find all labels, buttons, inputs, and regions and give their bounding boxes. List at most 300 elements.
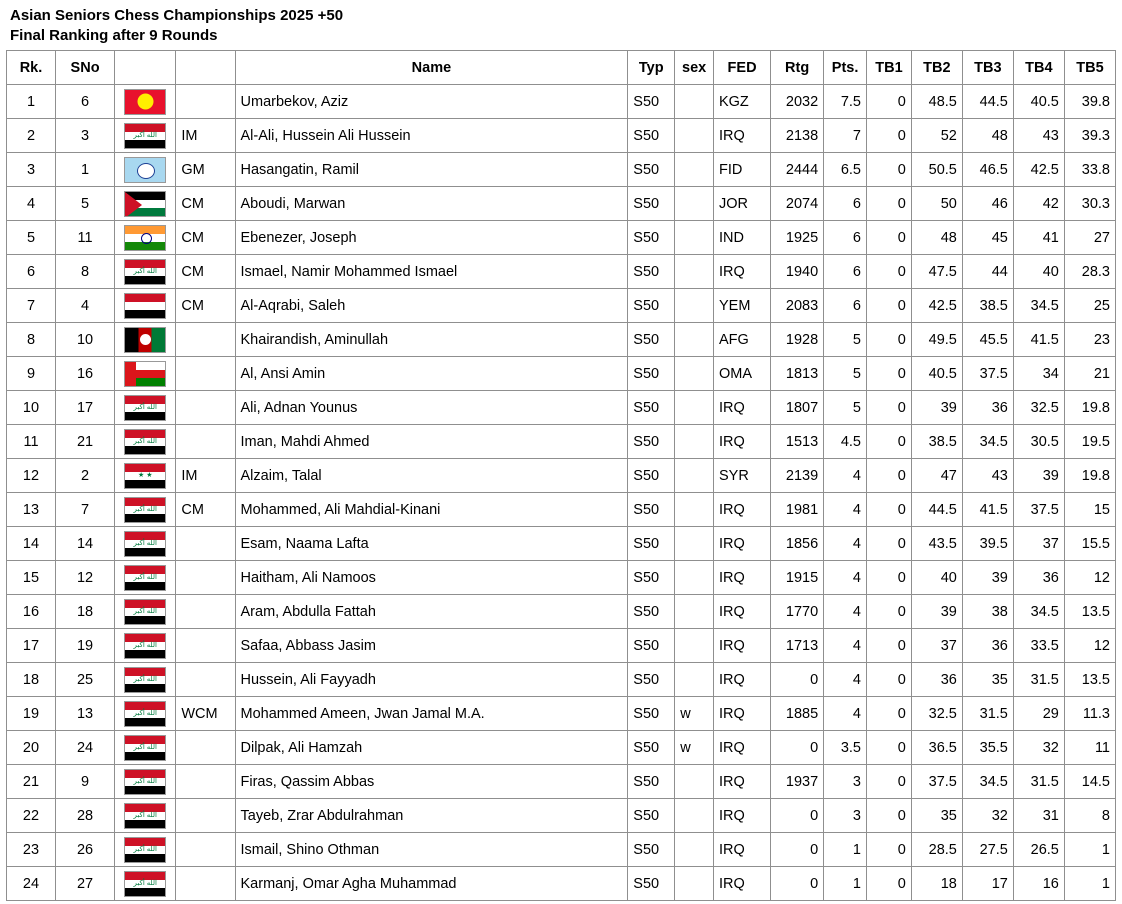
cell-name[interactable]: Al-Aqrabi, Saleh: [235, 289, 628, 323]
cell-tb4: 40.5: [1013, 85, 1064, 119]
cell-rank: 14: [7, 527, 56, 561]
cell-tb2: 44.5: [911, 493, 962, 527]
cell-rank: 23: [7, 833, 56, 867]
cell-tb3: 34.5: [962, 425, 1013, 459]
cell-rank: 11: [7, 425, 56, 459]
cell-tb1: 0: [867, 357, 912, 391]
federation-flag-icon: [115, 833, 176, 867]
table-row[interactable]: [7, 119, 1116, 153]
cell-typ: S50: [628, 799, 675, 833]
cell-rating: 1856: [771, 527, 824, 561]
cell-name[interactable]: Haitham, Ali Namoos: [235, 561, 628, 595]
cell-tb1: 0: [867, 833, 912, 867]
cell-tb4: 31.5: [1013, 765, 1064, 799]
cell-fed: FID: [713, 153, 770, 187]
cell-title: [176, 731, 235, 765]
cell-rating: 2138: [771, 119, 824, 153]
cell-tb1: 0: [867, 119, 912, 153]
cell-rating: 1925: [771, 221, 824, 255]
cell-tb3: 35: [962, 663, 1013, 697]
table-row[interactable]: [7, 561, 1116, 595]
column-header-rk[interactable]: Rk.: [7, 51, 56, 85]
cell-title: [176, 629, 235, 663]
cell-tb2: 39: [911, 595, 962, 629]
cell-rating: 1770: [771, 595, 824, 629]
cell-typ: S50: [628, 663, 675, 697]
cell-sex: [675, 663, 714, 697]
cell-title: [176, 765, 235, 799]
cell-tb3: 46: [962, 187, 1013, 221]
cell-tb4: 31.5: [1013, 663, 1064, 697]
cell-tb1: 0: [867, 187, 912, 221]
cell-points: 4: [824, 595, 867, 629]
cell-tb1: 0: [867, 493, 912, 527]
table-row[interactable]: [7, 289, 1116, 323]
cell-sno: 9: [55, 765, 114, 799]
cell-tb4: 29: [1013, 697, 1064, 731]
cell-tb3: 17: [962, 867, 1013, 901]
federation-flag-icon: [115, 187, 176, 221]
cell-name[interactable]: Esam, Naama Lafta: [235, 527, 628, 561]
cell-rank: 16: [7, 595, 56, 629]
cell-rating: 1813: [771, 357, 824, 391]
federation-flag-icon: [115, 595, 176, 629]
cell-points: 4: [824, 663, 867, 697]
cell-tb2: 40.5: [911, 357, 962, 391]
cell-tb5: 39.3: [1064, 119, 1115, 153]
cell-title: [176, 663, 235, 697]
cell-rating: 1981: [771, 493, 824, 527]
federation-flag-icon: [115, 867, 176, 901]
cell-sno: 13: [55, 697, 114, 731]
cell-points: 5: [824, 391, 867, 425]
cell-name[interactable]: Dilpak, Ali Hamzah: [235, 731, 628, 765]
cell-title: [176, 425, 235, 459]
cell-points: 5: [824, 357, 867, 391]
cell-sex: [675, 119, 714, 153]
cell-title: [176, 527, 235, 561]
column-header-rtg[interactable]: Rtg: [771, 51, 824, 85]
table-row[interactable]: [7, 833, 1116, 867]
cell-rank: 10: [7, 391, 56, 425]
cell-tb3: 44: [962, 255, 1013, 289]
cell-tb3: 31.5: [962, 697, 1013, 731]
cell-fed: IND: [713, 221, 770, 255]
cell-typ: S50: [628, 527, 675, 561]
column-header-tb2[interactable]: TB2: [911, 51, 962, 85]
cell-rank: 2: [7, 119, 56, 153]
federation-flag-icon: [115, 153, 176, 187]
cell-tb4: 32.5: [1013, 391, 1064, 425]
cell-sno: 27: [55, 867, 114, 901]
cell-name[interactable]: Aram, Abdulla Fattah: [235, 595, 628, 629]
table-row[interactable]: [7, 493, 1116, 527]
cell-tb3: 39: [962, 561, 1013, 595]
page-title: Asian Seniors Chess Championships 2025 +50: [10, 7, 344, 24]
cell-typ: S50: [628, 153, 675, 187]
cell-name[interactable]: Firas, Qassim Abbas: [235, 765, 628, 799]
cell-name[interactable]: Aboudi, Marwan: [235, 187, 628, 221]
cell-tb4: 34.5: [1013, 289, 1064, 323]
cell-tb4: 37.5: [1013, 493, 1064, 527]
cell-sex: [675, 595, 714, 629]
cell-name[interactable]: Karmanj, Omar Agha Muhammad: [235, 867, 628, 901]
table-row[interactable]: [7, 663, 1116, 697]
table-header-row: [7, 51, 1116, 85]
table-row[interactable]: [7, 221, 1116, 255]
cell-sno: 25: [55, 663, 114, 697]
cell-tb1: 0: [867, 595, 912, 629]
column-header-sno[interactable]: SNo: [55, 51, 114, 85]
column-header-name[interactable]: Name: [235, 51, 628, 85]
cell-points: 3: [824, 765, 867, 799]
cell-tb1: 0: [867, 323, 912, 357]
cell-tb3: 48: [962, 119, 1013, 153]
cell-rank: 6: [7, 255, 56, 289]
cell-sno: 18: [55, 595, 114, 629]
table-row[interactable]: [7, 323, 1116, 357]
cell-rank: 18: [7, 663, 56, 697]
table-row[interactable]: [7, 731, 1116, 765]
cell-tb1: 0: [867, 561, 912, 595]
cell-tb1: 0: [867, 425, 912, 459]
cell-tb3: 41.5: [962, 493, 1013, 527]
cell-fed: IRQ: [713, 629, 770, 663]
cell-tb2: 37.5: [911, 765, 962, 799]
cell-points: 1: [824, 867, 867, 901]
table-row[interactable]: [7, 629, 1116, 663]
cell-name[interactable]: Tayeb, Zrar Abdulrahman: [235, 799, 628, 833]
cell-rating: 2032: [771, 85, 824, 119]
cell-sex: [675, 187, 714, 221]
cell-points: 6: [824, 221, 867, 255]
cell-tb5: 33.8: [1064, 153, 1115, 187]
table-row[interactable]: [7, 187, 1116, 221]
cell-tb5: 15: [1064, 493, 1115, 527]
cell-fed: YEM: [713, 289, 770, 323]
table-row[interactable]: [7, 799, 1116, 833]
cell-sno: 14: [55, 527, 114, 561]
cell-tb2: 38.5: [911, 425, 962, 459]
cell-name[interactable]: Umarbekov, Aziz: [235, 85, 628, 119]
cell-sex: [675, 425, 714, 459]
cell-tb4: 42: [1013, 187, 1064, 221]
cell-rating: 1915: [771, 561, 824, 595]
cell-tb5: 19.5: [1064, 425, 1115, 459]
cell-tb2: 52: [911, 119, 962, 153]
cell-tb1: 0: [867, 731, 912, 765]
table-row[interactable]: [7, 153, 1116, 187]
cell-tb2: 40: [911, 561, 962, 595]
cell-tb1: 0: [867, 85, 912, 119]
cell-tb3: 39.5: [962, 527, 1013, 561]
cell-rank: 1: [7, 85, 56, 119]
cell-points: 6: [824, 255, 867, 289]
cell-title: WCM: [176, 697, 235, 731]
cell-fed: IRQ: [713, 595, 770, 629]
cell-sex: [675, 289, 714, 323]
cell-tb1: 0: [867, 459, 912, 493]
column-header-tb4[interactable]: TB4: [1013, 51, 1064, 85]
cell-sno: 24: [55, 731, 114, 765]
cell-rating: 1713: [771, 629, 824, 663]
cell-rank: 13: [7, 493, 56, 527]
column-header-tb5[interactable]: TB5: [1064, 51, 1115, 85]
cell-fed: IRQ: [713, 119, 770, 153]
cell-sex: [675, 221, 714, 255]
column-header-tb1[interactable]: TB1: [867, 51, 912, 85]
cell-rating: 1885: [771, 697, 824, 731]
cell-rating: 1928: [771, 323, 824, 357]
cell-sno: 5: [55, 187, 114, 221]
federation-flag-icon: [115, 527, 176, 561]
cell-rating: 2074: [771, 187, 824, 221]
column-header-pts[interactable]: Pts.: [824, 51, 867, 85]
cell-tb1: 0: [867, 527, 912, 561]
federation-flag-icon: [115, 561, 176, 595]
table-row[interactable]: [7, 867, 1116, 901]
cell-sno: 2: [55, 459, 114, 493]
cell-typ: S50: [628, 833, 675, 867]
cell-sex: [675, 323, 714, 357]
cell-tb4: 43: [1013, 119, 1064, 153]
cell-title: CM: [176, 493, 235, 527]
cell-tb2: 42.5: [911, 289, 962, 323]
cell-rating: 0: [771, 731, 824, 765]
cell-tb1: 0: [867, 697, 912, 731]
cell-tb2: 47.5: [911, 255, 962, 289]
cell-tb1: 0: [867, 221, 912, 255]
table-row[interactable]: [7, 425, 1116, 459]
column-header-title: [176, 51, 235, 85]
cell-tb5: 15.5: [1064, 527, 1115, 561]
federation-flag-icon: [115, 221, 176, 255]
cell-tb1: 0: [867, 153, 912, 187]
federation-flag-icon: [115, 425, 176, 459]
cell-title: [176, 799, 235, 833]
cell-fed: IRQ: [713, 867, 770, 901]
cell-sno: 26: [55, 833, 114, 867]
cell-tb5: 21: [1064, 357, 1115, 391]
cell-fed: SYR: [713, 459, 770, 493]
cell-typ: S50: [628, 119, 675, 153]
cell-typ: S50: [628, 85, 675, 119]
cell-sex: [675, 799, 714, 833]
table-row[interactable]: [7, 765, 1116, 799]
cell-points: 4: [824, 527, 867, 561]
federation-flag-icon: [115, 799, 176, 833]
cell-rating: 2444: [771, 153, 824, 187]
cell-sno: 28: [55, 799, 114, 833]
table-row[interactable]: [7, 357, 1116, 391]
table-row[interactable]: [7, 595, 1116, 629]
table-row[interactable]: [7, 697, 1116, 731]
cell-rating: 0: [771, 663, 824, 697]
cell-points: 7.5: [824, 85, 867, 119]
cell-tb3: 44.5: [962, 85, 1013, 119]
cell-tb5: 12: [1064, 629, 1115, 663]
cell-rank: 24: [7, 867, 56, 901]
cell-tb5: 25: [1064, 289, 1115, 323]
cell-points: 5: [824, 323, 867, 357]
cell-sex: w: [675, 731, 714, 765]
cell-sex: [675, 459, 714, 493]
cell-tb2: 32.5: [911, 697, 962, 731]
cell-name[interactable]: Mohammed, Ali Mahdial-Kinani: [235, 493, 628, 527]
cell-sno: 17: [55, 391, 114, 425]
cell-title: CM: [176, 221, 235, 255]
cell-points: 1: [824, 833, 867, 867]
cell-rank: 3: [7, 153, 56, 187]
cell-typ: S50: [628, 459, 675, 493]
table-row[interactable]: [7, 527, 1116, 561]
cell-typ: S50: [628, 357, 675, 391]
cell-sex: [675, 255, 714, 289]
cell-points: 4.5: [824, 425, 867, 459]
cell-tb5: 13.5: [1064, 595, 1115, 629]
cell-rank: 19: [7, 697, 56, 731]
cell-sex: [675, 765, 714, 799]
cell-tb3: 36: [962, 629, 1013, 663]
cell-tb4: 41: [1013, 221, 1064, 255]
cell-name[interactable]: Ali, Adnan Younus: [235, 391, 628, 425]
cell-tb3: 38.5: [962, 289, 1013, 323]
cell-title: IM: [176, 459, 235, 493]
cell-typ: S50: [628, 493, 675, 527]
column-header-typ[interactable]: Typ: [628, 51, 675, 85]
cell-tb4: 30.5: [1013, 425, 1064, 459]
cell-typ: S50: [628, 221, 675, 255]
cell-rating: 1940: [771, 255, 824, 289]
cell-rank: 20: [7, 731, 56, 765]
table-row[interactable]: [7, 391, 1116, 425]
cell-tb3: 36: [962, 391, 1013, 425]
cell-sex: [675, 867, 714, 901]
cell-rank: 9: [7, 357, 56, 391]
column-header-fed[interactable]: FED: [713, 51, 770, 85]
cell-tb4: 40: [1013, 255, 1064, 289]
column-header-tb3[interactable]: TB3: [962, 51, 1013, 85]
table-row[interactable]: [7, 255, 1116, 289]
cell-tb2: 36.5: [911, 731, 962, 765]
cell-tb5: 8: [1064, 799, 1115, 833]
cell-points: 3: [824, 799, 867, 833]
cell-tb1: 0: [867, 799, 912, 833]
cell-name[interactable]: Khairandish, Aminullah: [235, 323, 628, 357]
cell-name[interactable]: Al-Ali, Hussein Ali Hussein: [235, 119, 628, 153]
cell-rank: 7: [7, 289, 56, 323]
cell-name[interactable]: Mohammed Ameen, Jwan Jamal M.A.: [235, 697, 628, 731]
cell-points: 4: [824, 629, 867, 663]
cell-fed: IRQ: [713, 833, 770, 867]
cell-sex: [675, 153, 714, 187]
cell-tb4: 16: [1013, 867, 1064, 901]
table-row[interactable]: [7, 459, 1116, 493]
cell-sex: [675, 629, 714, 663]
cell-tb4: 36: [1013, 561, 1064, 595]
cell-title: [176, 357, 235, 391]
cell-fed: IRQ: [713, 255, 770, 289]
cell-tb2: 37: [911, 629, 962, 663]
federation-flag-icon: [115, 289, 176, 323]
cell-name[interactable]: Al, Ansi Amin: [235, 357, 628, 391]
cell-tb4: 26.5: [1013, 833, 1064, 867]
cell-rank: 12: [7, 459, 56, 493]
cell-tb5: 11.3: [1064, 697, 1115, 731]
cell-name[interactable]: Hasangatin, Ramil: [235, 153, 628, 187]
cell-title: [176, 391, 235, 425]
cell-tb3: 35.5: [962, 731, 1013, 765]
cell-rating: 0: [771, 833, 824, 867]
cell-rating: 0: [771, 799, 824, 833]
cell-name[interactable]: Hussein, Ali Fayyadh: [235, 663, 628, 697]
cell-sno: 19: [55, 629, 114, 663]
cell-title: [176, 595, 235, 629]
cell-tb5: 19.8: [1064, 391, 1115, 425]
federation-flag-icon: [115, 697, 176, 731]
cell-tb2: 39: [911, 391, 962, 425]
cell-rank: 17: [7, 629, 56, 663]
cell-tb5: 28.3: [1064, 255, 1115, 289]
federation-flag-icon: [115, 731, 176, 765]
cell-rank: 22: [7, 799, 56, 833]
cell-rating: 2139: [771, 459, 824, 493]
cell-name[interactable]: Ismael, Namir Mohammed Ismael: [235, 255, 628, 289]
cell-title: [176, 85, 235, 119]
cell-name[interactable]: Ismail, Shino Othman: [235, 833, 628, 867]
table-row[interactable]: [7, 85, 1116, 119]
cell-fed: IRQ: [713, 527, 770, 561]
cell-points: 7: [824, 119, 867, 153]
cell-sno: 6: [55, 85, 114, 119]
cell-typ: S50: [628, 255, 675, 289]
cell-tb2: 43.5: [911, 527, 962, 561]
ranking-table: [6, 50, 1116, 901]
federation-flag-icon: [115, 255, 176, 289]
cell-tb1: 0: [867, 255, 912, 289]
cell-name[interactable]: Safaa, Abbass Jasim: [235, 629, 628, 663]
page-subtitle: Final Ranking after 9 Rounds: [10, 27, 218, 44]
cell-fed: IRQ: [713, 493, 770, 527]
cell-name[interactable]: Ebenezer, Joseph: [235, 221, 628, 255]
cell-rating: 1807: [771, 391, 824, 425]
cell-title: [176, 561, 235, 595]
cell-name[interactable]: Iman, Mahdi Ahmed: [235, 425, 628, 459]
cell-tb1: 0: [867, 289, 912, 323]
cell-points: 3.5: [824, 731, 867, 765]
federation-flag-icon: [115, 323, 176, 357]
cell-tb2: 18: [911, 867, 962, 901]
cell-title: CM: [176, 187, 235, 221]
cell-rank: 5: [7, 221, 56, 255]
cell-tb4: 37: [1013, 527, 1064, 561]
cell-tb4: 31: [1013, 799, 1064, 833]
cell-tb2: 49.5: [911, 323, 962, 357]
cell-tb3: 27.5: [962, 833, 1013, 867]
cell-rating: 1513: [771, 425, 824, 459]
cell-tb5: 13.5: [1064, 663, 1115, 697]
column-header-sex[interactable]: sex: [675, 51, 714, 85]
cell-typ: S50: [628, 425, 675, 459]
cell-sno: 7: [55, 493, 114, 527]
cell-title: [176, 323, 235, 357]
cell-name[interactable]: Alzaim, Talal: [235, 459, 628, 493]
federation-flag-icon: [115, 357, 176, 391]
cell-sno: 16: [55, 357, 114, 391]
cell-rank: 4: [7, 187, 56, 221]
cell-fed: IRQ: [713, 731, 770, 765]
cell-typ: S50: [628, 867, 675, 901]
